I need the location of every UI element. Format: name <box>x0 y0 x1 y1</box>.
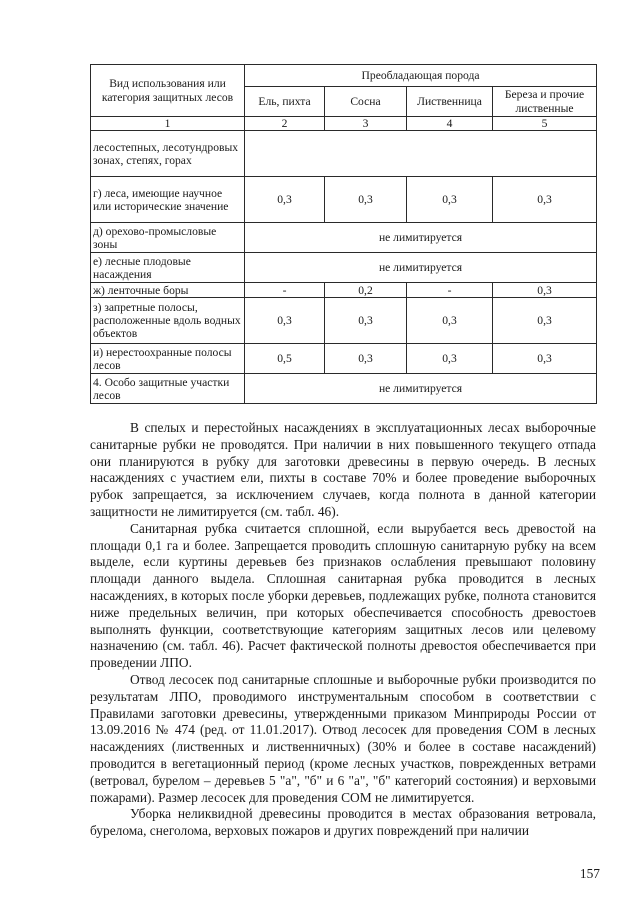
row-label: д) орехово-промысловые зоны <box>91 223 245 253</box>
row-value: 0,5 <box>245 344 325 374</box>
protective-forest-table <box>90 64 597 404</box>
species-header-pine: Сосна <box>325 87 407 117</box>
row-label: е) лесные плодовые насаждения <box>91 253 245 283</box>
species-header-birch: Береза и прочие лиственные <box>493 87 597 117</box>
row-value: 0,3 <box>245 298 325 344</box>
table-row <box>91 344 597 374</box>
row-value: 0,3 <box>407 177 493 223</box>
table-row <box>91 374 597 404</box>
row-label: и) нерестоохранные полосы лесов <box>91 344 245 374</box>
row-value: 0,3 <box>325 298 407 344</box>
table-row <box>91 253 597 283</box>
row-label: з) запретные полосы, расположенные вдоль водных объектов <box>91 298 245 344</box>
row-merged-value: не лимитируется <box>245 374 597 404</box>
column-number: 3 <box>325 117 407 131</box>
row-value: - <box>245 283 325 298</box>
row-value: 0,3 <box>493 298 597 344</box>
usage-column-header: Вид использования или категория защитных лесов <box>91 65 245 117</box>
species-header-spruce: Ель, пихта <box>245 87 325 117</box>
row-value: 0,3 <box>493 344 597 374</box>
column-number: 4 <box>407 117 493 131</box>
table-row <box>91 131 597 177</box>
row-value: 0,3 <box>407 298 493 344</box>
paragraph: В спелых и перестойных насаждениях в эксплуатационных лесах выборочные санитарные рубки не проводятся. При наличии в них повышенного текущего отпада они планируются в рубку для заготовки древесины в первую очередь. В лесных насаждениях с участием ели, пихты в составе 70% и более проведение выборочных рубок запрещается, за исключением случаев, когда полнота в данной категории защитности не лимитируется (см. табл. 46). <box>90 420 596 519</box>
table-header-row <box>91 65 597 87</box>
paragraph: Уборка неликвидной древесины проводится в местах образования ветровала, бурелома, снеголома, верховых пожаров и других повреждений при наличии <box>90 806 596 839</box>
table-row <box>91 177 597 223</box>
table-row <box>91 283 597 298</box>
paragraph: Санитарная рубка считается сплошной, если вырубается весь древостой на площади 0,1 га и более. Запрещается проводить сплошную санитарную рубку на всем выделе, если куртины деревьев без признаков ослабления превышают половину площади данного выдела. Сплошная санитарная рубка проводится в лесных насаждениях, в которых после уборки деревьев, подлежащих рубке, полнота становится ниже предельных величин, при которых обеспечивается способность древостоев выполнять функции, соответствующие категориям защитных лесов или целевому назначению (см. табл. 46). Расчет фактической полноты древостоя обеспечивается при проведении ЛПО. <box>90 520 596 671</box>
column-number: 2 <box>245 117 325 131</box>
table-row <box>91 223 597 253</box>
row-value: 0,3 <box>325 344 407 374</box>
row-empty-cell <box>245 131 597 177</box>
paragraph: Отвод лесосек под санитарные сплошные и выборочные рубки производится по результатам ЛПО, проводимого инструментальным способом в соответствии с Правилами заготовки древесины, утвержденными приказом Минприроды России от 13.09.2016 № 474 (ред. от 11.01.2017). Отвод лесосек для проведения СОМ в лесных насаждениях (лиственных и лиственничных) (30% и более в составе насаждений) проводится в вегетационный период (кроме лесных участков, поврежденных ветрами (ветровал, бурелом – деревьев 5 "а", "б" и 6 "а", "б" категорий состояния) и верховыми пожарами). Размер лесосек для проведения СОМ не лимитируется. <box>90 671 596 805</box>
column-number: 1 <box>91 117 245 131</box>
table-row <box>91 298 597 344</box>
row-value: 0,3 <box>407 344 493 374</box>
row-value: 0,2 <box>325 283 407 298</box>
column-number-row <box>91 117 597 131</box>
species-group-header: Преобладающая порода <box>245 65 597 87</box>
row-label: г) леса, имеющие научное или исторические значение <box>91 177 245 223</box>
row-value: 0,3 <box>325 177 407 223</box>
row-value: 0,3 <box>493 177 597 223</box>
page-number: 157 <box>579 866 600 881</box>
row-merged-value: не лимитируется <box>245 223 597 253</box>
row-merged-value: не лимитируется <box>245 253 597 283</box>
species-header-larch: Лиственница <box>407 87 493 117</box>
row-label: ж) ленточные боры <box>91 283 245 298</box>
row-value: - <box>407 283 493 298</box>
row-label: лесостепных, лесотундровых зонах, степях, горах <box>91 131 245 177</box>
body-text <box>90 420 596 840</box>
column-number: 5 <box>493 117 597 131</box>
row-label: 4. Особо защитные участки лесов <box>91 374 245 404</box>
row-value: 0,3 <box>245 177 325 223</box>
row-value: 0,3 <box>493 283 597 298</box>
